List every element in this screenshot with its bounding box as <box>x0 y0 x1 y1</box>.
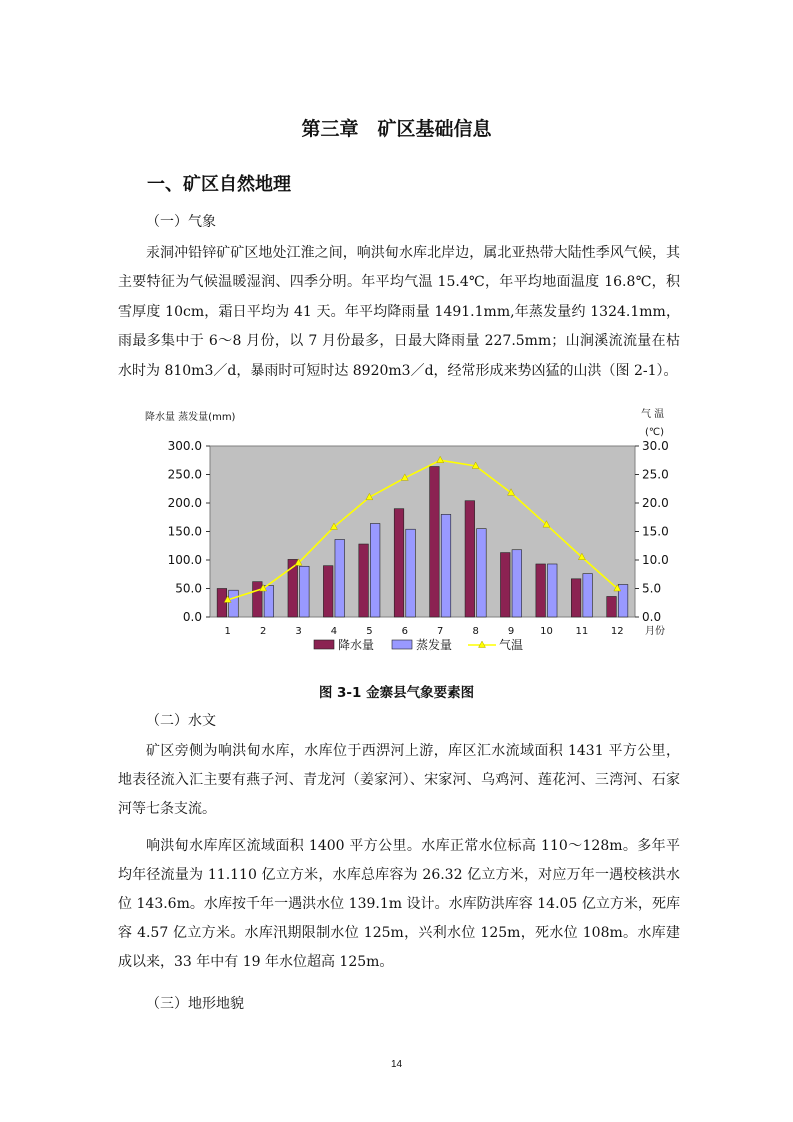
x-tick-label: 4 <box>330 626 338 637</box>
hydrology-paragraph-2: 响洪甸水库库区流域面积 1400 平方公里。水库正常水位标高 110～128m。多年平均年径流量为 11.110 亿立方米，水库总库容为 26.32 亿立方米，对应万年一遇校核洪水位 143.6m。水库按千年一遇洪水位 139.1m 设计。水库防洪库容 14.05 亿立方米，死库容 4.57 亿立方米。水库汛期限制水位 125m，兴利水位 125m，死水位 108m。水库建成以来，33 年中有 19 年水位超高 125m。 <box>118 838 680 970</box>
x-tick-label: 9 <box>507 626 515 637</box>
left-tick-label: 150.0 <box>167 524 202 539</box>
precipitation-bar <box>430 467 440 617</box>
right-axis-label-line1: 气 温 <box>641 409 665 420</box>
precipitation-bar <box>536 564 546 617</box>
left-tick-label: 50.0 <box>175 581 202 596</box>
evaporation-bar <box>335 539 345 617</box>
legend-precipitation-label: 降水量 <box>338 638 375 652</box>
precipitation-bar <box>465 501 475 617</box>
precipitation-bar <box>571 579 581 617</box>
right-tick-label: 5.0 <box>642 581 662 596</box>
right-tick-label: 10.0 <box>642 553 669 567</box>
figure-caption: 图 3-1 金寨县气象要素图 <box>318 685 475 701</box>
precipitation-bar <box>607 596 617 617</box>
right-tick-label: 0.0 <box>642 610 662 624</box>
legend-evaporation-swatch <box>392 640 412 649</box>
x-tick-label: 7 <box>437 626 444 637</box>
x-tick-label: 11 <box>575 626 589 637</box>
subsection-terrain-title: （三）地形地貌 <box>146 996 244 1012</box>
page-number: 14 <box>390 1059 403 1070</box>
evaporation-bar <box>441 514 451 617</box>
precipitation-bar <box>253 582 263 617</box>
left-tick-label: 200.0 <box>167 496 202 510</box>
evaporation-bar <box>583 574 593 617</box>
x-tick-label: 5 <box>366 626 373 637</box>
left-tick-label: 0.0 <box>182 610 202 624</box>
right-axis-label-line2: (℃) <box>645 427 665 438</box>
hydrology-paragraph-1: 矿区旁侧为响洪甸水库，水库位于西淠河上游，库区汇水流域面积 1431 平方公里，地表径流入汇主要有燕子河、青龙河（姜家河）、宋家河、乌鸡河、莲花河、三湾河、石家河等七条支流。 <box>118 743 680 817</box>
evaporation-bar <box>229 590 239 617</box>
evaporation-bar <box>370 524 380 617</box>
left-axis-label: 降水量 蒸发量(mm) <box>145 412 236 423</box>
legend-temperature-label: 气温 <box>499 638 524 652</box>
precipitation-bar <box>323 566 333 617</box>
x-tick-label: 8 <box>472 626 479 637</box>
x-tick-label: 6 <box>401 626 408 637</box>
section-title: 一、矿区自然地理 <box>147 174 291 195</box>
legend-evaporation-label: 蒸发量 <box>416 638 453 652</box>
x-tick-label: 1 <box>224 626 231 637</box>
right-tick-label: 20.0 <box>642 496 669 510</box>
climate-chart <box>135 405 675 670</box>
x-tick-label: 3 <box>295 626 302 637</box>
precipitation-bar <box>288 559 298 617</box>
evaporation-bar <box>406 529 416 617</box>
legend-precipitation-swatch <box>314 640 334 649</box>
left-tick-label: 100.0 <box>167 553 202 567</box>
evaporation-bar <box>547 564 557 617</box>
x-tick-label: 2 <box>259 626 267 637</box>
chapter-title: 第三章 矿区基础信息 <box>301 118 492 140</box>
subsection-climate-title: （一）气象 <box>146 214 216 230</box>
left-tick-label: 250.0 <box>167 467 202 482</box>
evaporation-bar <box>300 566 310 617</box>
climate-paragraph: 汞洞冲铅锌矿矿区地处江淮之间，响洪甸水库北岸边，属北亚热带大陆性季风气候，其主要特征为气候温暖湿润、四季分明。年平均气温 15.4℃，年平均地面温度 16.8℃，积雪厚度 10cm，霜日平均为 41 天。年平均降雨量 1491.1mm,年蒸发量约 1324.1mm，雨最多集中于 6～8 月份，以 7 月份最多，日最大降雨量 227.5mm；山涧溪流流量在枯水时为 810m3／d，暴雨时可短时达 8920m3／d，经常形成来势凶猛的山洪（图 2-1）。 <box>118 245 680 379</box>
x-tick-label: 12 <box>610 626 624 637</box>
precipitation-bar <box>394 509 404 617</box>
evaporation-bar <box>477 529 487 617</box>
x-tick-label: 10 <box>540 626 553 637</box>
right-tick-label: 15.0 <box>642 524 669 539</box>
left-tick-label: 300.0 <box>167 439 202 453</box>
x-axis-unit-label: 月份 <box>645 626 665 637</box>
precipitation-bar <box>217 589 227 618</box>
evaporation-bar <box>512 550 522 617</box>
right-tick-label: 30.0 <box>642 439 669 453</box>
precipitation-bar <box>359 544 369 617</box>
precipitation-bar <box>500 553 510 617</box>
right-tick-label: 25.0 <box>642 467 669 482</box>
subsection-hydrology-title: （二）水文 <box>146 713 216 729</box>
